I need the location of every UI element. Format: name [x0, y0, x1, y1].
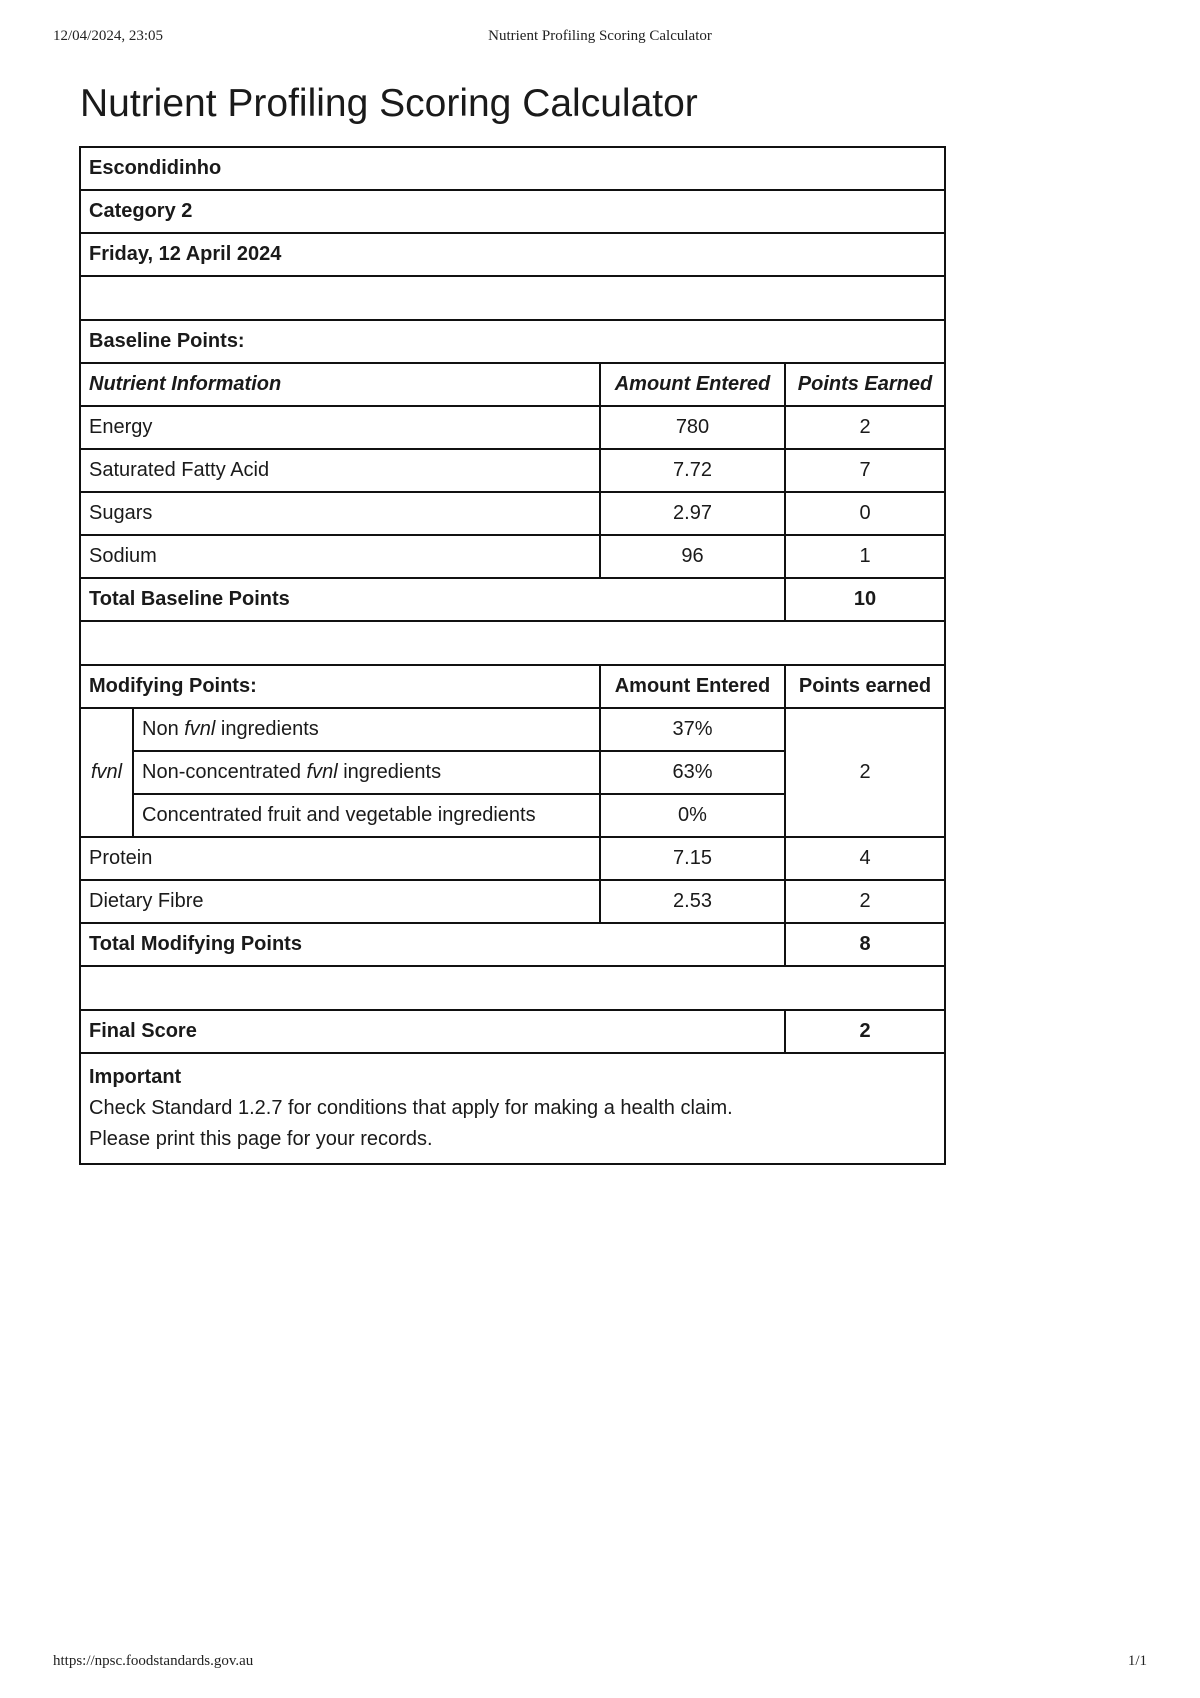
fvnl-ingredient-amount: 0% — [600, 794, 785, 837]
fvnl-name-text: Concentrated fruit and vegetable ingredients — [142, 804, 536, 826]
print-url: https://npsc.foodstandards.gov.au — [53, 1653, 254, 1669]
modifying-total-value: 8 — [785, 923, 945, 966]
print-header — [53, 28, 1147, 48]
table-row — [80, 535, 945, 578]
nutrient-points: 7 — [785, 449, 945, 492]
baseline-total-label: Total Baseline Points — [80, 578, 785, 621]
modifying-header-row — [80, 665, 945, 708]
nutrient-points: 2 — [785, 880, 945, 923]
nutrient-amount: 780 — [600, 406, 785, 449]
important-row — [80, 1053, 945, 1164]
table-row — [80, 708, 945, 751]
important-line: Check Standard 1.2.7 for conditions that apply for making a health claim. — [89, 1097, 733, 1119]
fvnl-name-text: ingredients — [215, 718, 319, 740]
fvnl-name-text: Non-concentrated — [142, 761, 307, 783]
fvnl-name-text: Non — [142, 718, 185, 740]
final-score-row — [80, 1010, 945, 1053]
nutrient-points: 4 — [785, 837, 945, 880]
print-footer — [53, 1653, 1147, 1673]
nutrient-amount: 96 — [600, 535, 785, 578]
fvnl-group-label: fvnl — [80, 708, 133, 837]
nutrient-name: Dietary Fibre — [80, 880, 600, 923]
nutrient-amount: 2.97 — [600, 492, 785, 535]
fvnl-ingredient-name — [133, 751, 600, 794]
nutrient-amount: 2.53 — [600, 880, 785, 923]
print-page-title: Nutrient Profiling Scoring Calculator — [488, 28, 712, 44]
nutrient-amount: 7.15 — [600, 837, 785, 880]
fvnl-ingredient-amount: 63% — [600, 751, 785, 794]
spacer-row — [80, 621, 945, 665]
fvnl-name-text: ingredients — [337, 761, 442, 783]
spacer-row — [80, 276, 945, 320]
table-row — [80, 492, 945, 535]
important-note — [80, 1053, 945, 1164]
nutrient-name: Sodium — [80, 535, 600, 578]
fvnl-points: 2 — [785, 708, 945, 837]
food-name: Escondidinho — [80, 147, 945, 190]
category-row — [80, 190, 945, 233]
nutrient-name: Sugars — [80, 492, 600, 535]
spacer-cell — [80, 621, 945, 665]
nutrient-name: Protein — [80, 837, 600, 880]
column-header-amount: Amount Entered — [600, 665, 785, 708]
important-title: Important — [89, 1066, 182, 1088]
food-name-row — [80, 147, 945, 190]
column-header-points: Points earned — [785, 665, 945, 708]
important-line: Please print this page for your records. — [89, 1128, 433, 1150]
nutrient-points: 0 — [785, 492, 945, 535]
final-score-value: 2 — [785, 1010, 945, 1053]
fvnl-ingredient-name — [133, 794, 600, 837]
report-date: Friday, 12 April 2024 — [80, 233, 945, 276]
fvnl-name-emphasis: fvnl — [306, 761, 338, 783]
nutrient-name: Energy — [80, 406, 600, 449]
baseline-section-label: Baseline Points: — [80, 320, 945, 363]
nutrient-amount: 7.72 — [600, 449, 785, 492]
column-header-amount: Amount Entered — [600, 363, 785, 406]
column-header-nutrient: Nutrient Information — [80, 363, 600, 406]
spacer-cell — [80, 966, 945, 1010]
print-datetime: 12/04/2024, 23:05 — [53, 28, 164, 44]
modifying-total-label: Total Modifying Points — [80, 923, 785, 966]
nutrient-scoring-table — [79, 146, 946, 1165]
fvnl-ingredient-name — [133, 708, 600, 751]
modifying-total-row — [80, 923, 945, 966]
print-page-number: 1/1 — [1127, 1653, 1147, 1669]
spacer-cell — [80, 276, 945, 320]
food-category: Category 2 — [80, 190, 945, 233]
baseline-header-row — [80, 363, 945, 406]
page-title: Nutrient Profiling Scoring Calculator — [80, 82, 698, 125]
nutrient-name: Saturated Fatty Acid — [80, 449, 600, 492]
table-row — [80, 837, 945, 880]
nutrient-points: 1 — [785, 535, 945, 578]
date-row — [80, 233, 945, 276]
fvnl-ingredient-amount: 37% — [600, 708, 785, 751]
modifying-section-label: Modifying Points: — [80, 665, 600, 708]
column-header-points: Points Earned — [785, 363, 945, 406]
fvnl-name-emphasis: fvnl — [184, 718, 216, 740]
baseline-total-value: 10 — [785, 578, 945, 621]
spacer-row — [80, 966, 945, 1010]
table-row — [80, 880, 945, 923]
nutrient-points: 2 — [785, 406, 945, 449]
final-score-label: Final Score — [80, 1010, 785, 1053]
baseline-section-row — [80, 320, 945, 363]
table-row — [80, 449, 945, 492]
table-row — [80, 406, 945, 449]
baseline-total-row — [80, 578, 945, 621]
